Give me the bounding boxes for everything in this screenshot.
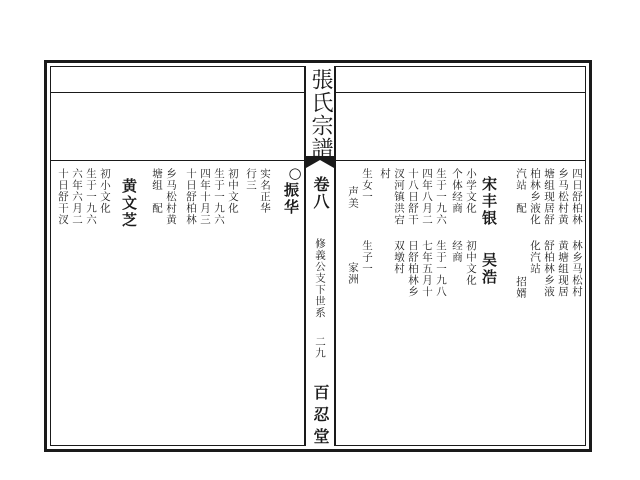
person-name: 黄文芝 (120, 178, 138, 229)
right-line: 村 (379, 168, 391, 180)
page-number: 二九 (314, 336, 326, 359)
left-line: 初小文化 (99, 168, 111, 214)
right-line: 乡马松村黄 (557, 168, 569, 226)
left-line: 六年六月二 (71, 168, 83, 226)
left-line: 塘组 配 (151, 168, 163, 214)
right-line: 塘组现居舒 (543, 168, 555, 226)
left-line: 初中文化 (227, 168, 239, 214)
left-line: 四年十月三 (199, 168, 211, 226)
right-line: 汊河镇洪宕 (393, 168, 405, 226)
right-line: 招婿 (515, 276, 527, 299)
right-line: 七年五月十 (421, 240, 433, 298)
left-line: 十日舒柏林 (185, 168, 197, 226)
right-line: 舒柏林乡液 (543, 240, 555, 298)
right-line: 黄塘组现居 (557, 240, 569, 298)
right-line: 生于一九六 (435, 168, 447, 226)
right-line: 生子一 (361, 240, 373, 275)
right-line: 化汽站 (529, 240, 541, 275)
right-line: 日舒柏林乡 (407, 240, 419, 298)
right-line: 四年八月二 (421, 168, 433, 226)
lineage-marker: ○ (286, 164, 304, 184)
right-line: 柏林乡液化 (529, 168, 541, 226)
right-line: 家洲 (347, 262, 359, 285)
right-line: 双墩村 (393, 240, 405, 275)
right-line: 个体经商 (451, 168, 463, 214)
left-line: 乡马松村黄 (165, 168, 177, 226)
left-line: 生于一九六 (85, 168, 97, 226)
left-line: 行三 (245, 168, 257, 191)
book-title: 張氏宗譜 (308, 68, 333, 160)
left-line: 生于一九六 (213, 168, 225, 226)
right-line: 十八日舒干 (407, 168, 419, 226)
section-label: 修義公支下世系 (314, 238, 326, 319)
left-line: 实名正华 (259, 168, 271, 214)
right-line: 四日舒柏林 (571, 168, 583, 226)
right-line: 小学文化 (465, 168, 477, 214)
person-name: 振华 (282, 182, 300, 216)
right-line: 生女一 (361, 168, 373, 203)
right-line: 声美 (347, 186, 359, 209)
right-line: 初中文化 (465, 240, 477, 286)
right-line: 生于一九八 (435, 240, 447, 298)
right-line: 林乡马松村 (571, 240, 583, 298)
right-line: 汽站 配 (515, 168, 527, 214)
person-name: 宋丰银 (480, 176, 498, 227)
volume-label: 卷八 (311, 176, 330, 210)
left-line: 十日舒干汊 (57, 168, 69, 226)
person-name: 吴浩 (480, 252, 498, 286)
hall-name: 百忍堂 (311, 384, 330, 450)
right-line: 经商 (451, 240, 463, 263)
